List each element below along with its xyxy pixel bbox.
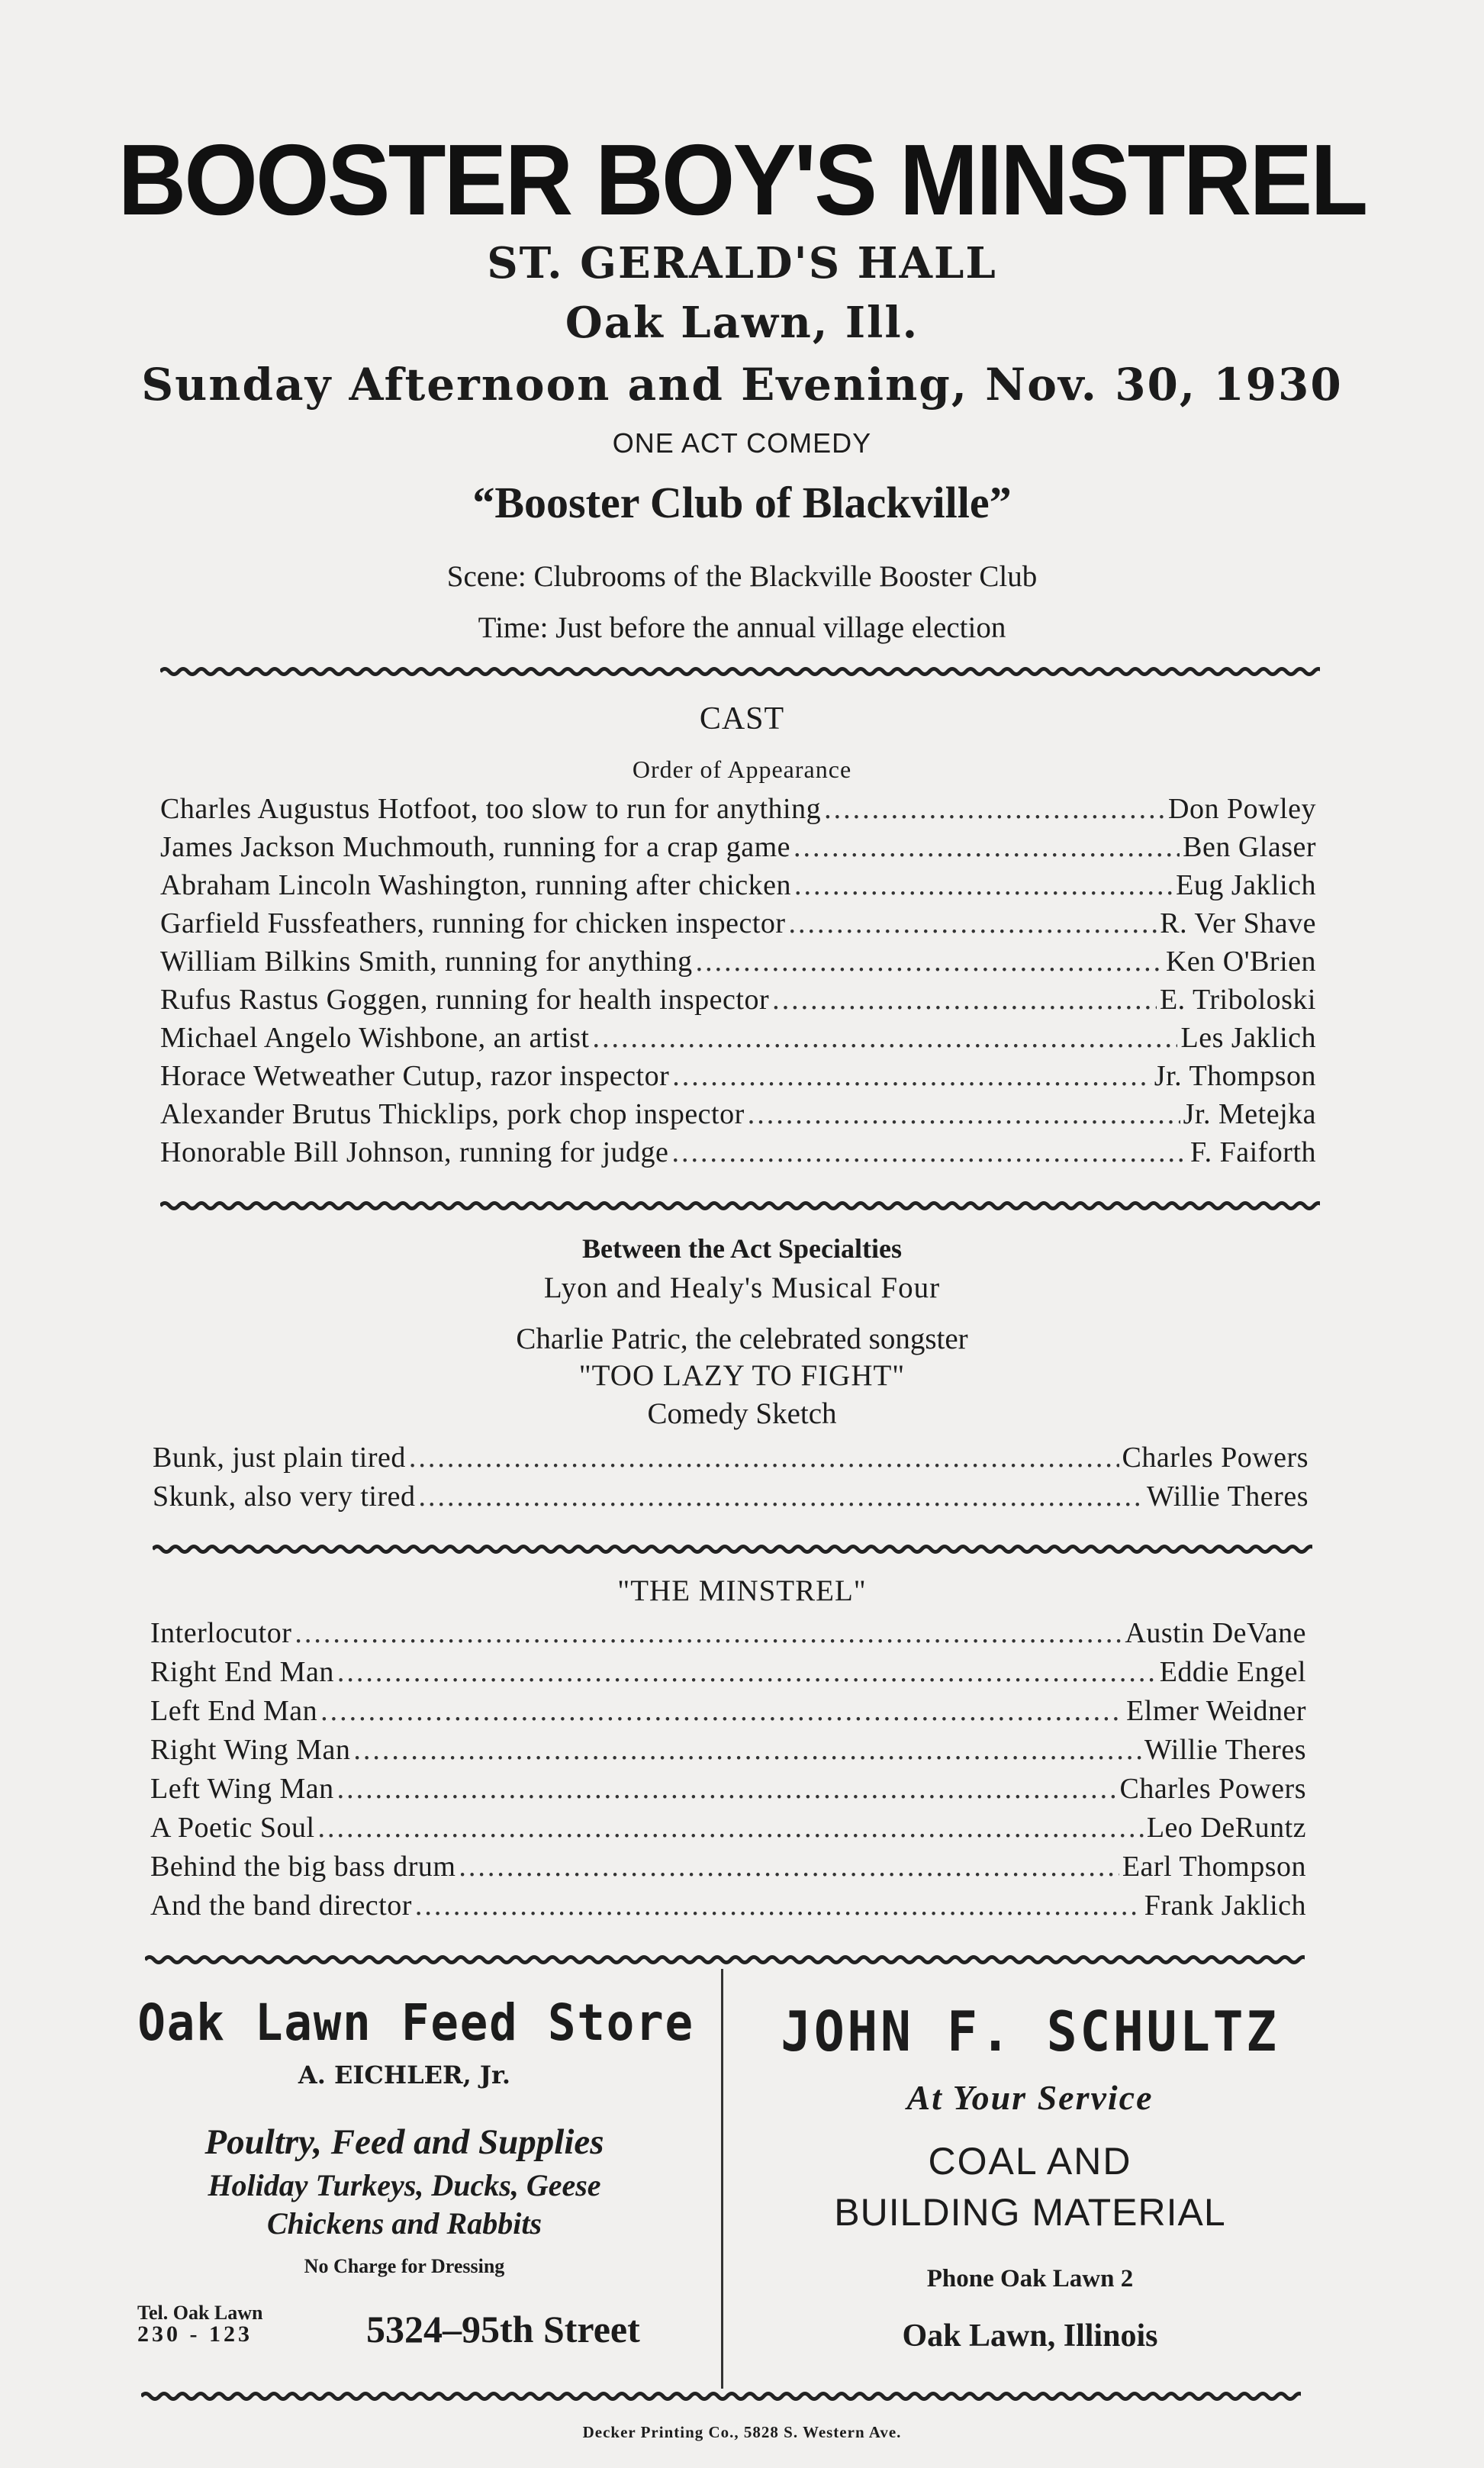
role-name: Michael Angelo Wishbone, an artist [160, 1022, 590, 1054]
cast-row [153, 1441, 1309, 1474]
role-name: Rufus Rastus Goggen, running for health inspector [160, 984, 770, 1016]
actor-name: Jr. Metejka [1183, 1098, 1316, 1130]
cast-row [160, 1136, 1316, 1169]
cast-row [150, 1655, 1306, 1689]
actor-name: Charles Powers [1119, 1773, 1306, 1805]
actor-name: Eug Jaklich [1176, 869, 1316, 901]
role-name: Garfield Fussfeathers, running for chicken inspector [160, 907, 786, 939]
cast-row [150, 1694, 1306, 1728]
cast-row [160, 792, 1316, 826]
dot-leader [772, 983, 1157, 1017]
role-name: Charles Augustus Hotfoot, too slow to run for anything [160, 793, 822, 825]
actor-name: Eddie Engel [1159, 1656, 1306, 1688]
cast-row [160, 1021, 1316, 1055]
schultz-city: Oak Lawn, Illinois [902, 2318, 1158, 2354]
dot-leader [671, 1136, 1187, 1169]
event-date: Sunday Afternoon and Evening, Nov. 30, 1930 [141, 359, 1343, 411]
feed-store-tel: 230 - 123 [137, 2321, 253, 2347]
minstrel-heading: "THE MINSTREL" [617, 1574, 867, 1607]
actor-name: Earl Thompson [1122, 1851, 1306, 1883]
actor-name: Elmer Weidner [1126, 1695, 1306, 1727]
dot-leader [337, 1772, 1117, 1806]
actor-name: Les Jaklich [1180, 1022, 1316, 1054]
dot-leader [353, 1733, 1141, 1767]
role-name: Horace Wetweather Cutup, razor inspector [160, 1060, 670, 1092]
play-scene: Scene: Clubrooms of the Blackville Booster Club [446, 560, 1038, 593]
wavy-divider [153, 1542, 1312, 1557]
cast-row [160, 830, 1316, 864]
cast-row [160, 907, 1316, 940]
role-name: Interlocutor [150, 1617, 292, 1649]
wavy-divider [141, 2389, 1301, 2404]
actor-name: Willie Theres [1146, 1480, 1309, 1513]
dot-leader [295, 1616, 1122, 1650]
role-name: Left End Man [150, 1695, 318, 1727]
schultz-phone: Phone Oak Lawn 2 [926, 2265, 1134, 2292]
cast-row [150, 1811, 1306, 1845]
role-name: James Jackson Muchmouth, running for a crap game [160, 831, 791, 863]
cast-heading: CAST [699, 701, 785, 736]
specialty-act-1: Lyon and Healy's Musical Four [543, 1271, 941, 1304]
actor-name: Jr. Thompson [1154, 1060, 1316, 1092]
actor-name: F. Faiforth [1189, 1136, 1316, 1168]
role-name: And the band director [150, 1890, 412, 1922]
cast-row [160, 945, 1316, 978]
cast-row [153, 1480, 1309, 1513]
actor-name: Frank Jaklich [1144, 1890, 1306, 1922]
cast-row [150, 1850, 1306, 1883]
schultz-goods-1: COAL AND [928, 2140, 1132, 2183]
role-name: Behind the big bass drum [150, 1851, 456, 1883]
cast-row [160, 983, 1316, 1017]
dot-leader [789, 907, 1157, 940]
cast-row [150, 1772, 1306, 1806]
role-name: Alexander Brutus Thicklips, pork chop inspector [160, 1098, 745, 1130]
venue-location: Oak Lawn, Ill. [565, 298, 919, 348]
role-name: Left Wing Man [150, 1773, 334, 1805]
cast-row [160, 1097, 1316, 1131]
dot-leader [794, 868, 1173, 902]
specialties-heading: Between the Act Specialties [582, 1233, 902, 1264]
schultz-goods-2: BUILDING MATERIAL [834, 2191, 1226, 2234]
actor-name: Ken O'Brien [1165, 946, 1316, 978]
feed-store-name: Oak Lawn Feed Store [137, 1993, 694, 2052]
feed-store-note: No Charge for Dressing [304, 2255, 505, 2277]
role-name: A Poetic Soul [150, 1812, 315, 1844]
actor-name: Austin DeVane [1125, 1617, 1306, 1649]
dot-leader [459, 1850, 1119, 1883]
feed-store-line-3: Chickens and Rabbits [266, 2206, 542, 2241]
dot-leader [696, 945, 1163, 978]
schultz-name: JOHN F. SCHULTZ [781, 1999, 1280, 2064]
feed-store-line-2: Holiday Turkeys, Ducks, Geese [208, 2168, 601, 2202]
program-title: BOOSTER BOY'S MINSTREL [117, 124, 1367, 236]
role-name: Right Wing Man [150, 1734, 351, 1766]
dot-leader [794, 830, 1180, 864]
sketch-title: "TOO LAZY TO FIGHT" [578, 1359, 906, 1392]
actor-name: Don Powley [1168, 793, 1316, 825]
specialty-act-2: Charlie Patric, the celebrated songster [516, 1323, 968, 1355]
printer-credit: Decker Printing Co., 5828 S. Western Ave. [582, 2423, 902, 2441]
actor-name: Charles Powers [1122, 1442, 1309, 1474]
role-name: Right End Man [150, 1656, 334, 1688]
feed-store-line-1: Poultry, Feed and Supplies [204, 2122, 604, 2162]
feed-store-address: 5324–95th Street [366, 2308, 640, 2350]
wavy-divider [160, 1198, 1320, 1213]
cast-subheading: Order of Appearance [632, 756, 852, 783]
cast-row [160, 1059, 1316, 1093]
dot-leader [593, 1021, 1178, 1055]
sketch-type: Comedy Sketch [647, 1397, 837, 1430]
dot-leader [337, 1655, 1157, 1689]
dot-leader [409, 1441, 1119, 1474]
feed-store-tel-label: Tel. Oak Lawn [137, 2302, 263, 2324]
dot-leader [415, 1889, 1141, 1922]
play-time: Time: Just before the annual village election [478, 611, 1006, 644]
feed-store-owner: A. EICHLER, Jr. [298, 2060, 511, 2089]
role-name: Abraham Lincoln Washington, running after chicken [160, 869, 791, 901]
role-name: Honorable Bill Johnson, running for judge [160, 1136, 669, 1168]
ad-divider [721, 1969, 723, 2389]
dot-leader [318, 1811, 1144, 1845]
role-name: William Bilkins Smith, running for anything [160, 946, 693, 978]
dot-leader [748, 1097, 1180, 1131]
schultz-tagline: At Your Service [906, 2078, 1154, 2117]
dot-leader [419, 1480, 1144, 1513]
role-name: Skunk, also very tired [153, 1480, 416, 1513]
play-title: “Booster Club of Blackville” [472, 478, 1012, 527]
venue-name: ST. GERALD'S HALL [487, 238, 997, 288]
actor-name: E. Triboloski [1159, 984, 1316, 1016]
play-type: ONE ACT COMEDY [612, 427, 872, 459]
actor-name: Willie Theres [1144, 1734, 1306, 1766]
dot-leader [824, 792, 1165, 826]
cast-row [150, 1889, 1306, 1922]
cast-row [160, 868, 1316, 902]
cast-row [150, 1616, 1306, 1650]
actor-name: Ben Glaser [1183, 831, 1316, 863]
wavy-divider [160, 664, 1320, 679]
dot-leader [672, 1059, 1151, 1093]
actor-name: Leo DeRuntz [1146, 1812, 1306, 1844]
actor-name: R. Ver Shave [1160, 907, 1316, 939]
wavy-divider [145, 1952, 1305, 1967]
dot-leader [320, 1694, 1123, 1728]
cast-row [150, 1733, 1306, 1767]
role-name: Bunk, just plain tired [153, 1442, 406, 1474]
